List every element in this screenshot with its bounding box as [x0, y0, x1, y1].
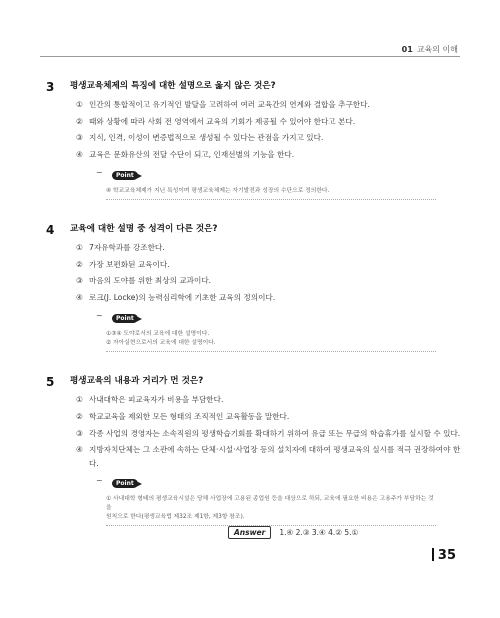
point-notes: ④ 학교교육체제가 지닌 특성이며 평생교육체제는 자기발전과 성장의 수단으로 정의한다.: [106, 187, 436, 200]
point-note: [96, 167, 466, 200]
answer-key: [228, 526, 358, 539]
option-item: ④ 지방자치단체는 그 소관에 속하는 단체·시설·사업장 등의 설치자에 대하여 평생교육의 실시를 적극 권장하여야 한다.: [76, 445, 461, 468]
page-header: [0, 0, 500, 58]
arrow-icon: [136, 481, 142, 487]
question-title: 평생교육체제의 특징에 대한 설명으로 옳지 않은 것은?: [70, 81, 276, 91]
chapter-number: 01: [401, 45, 413, 54]
option-list: [76, 392, 466, 471]
point-badge: ~ Point: [96, 168, 142, 182]
point-notes: ①③④ 도야로서의 교육에 대한 설명이다. ② 자아실현으로서의 교육에 대한 설명이다.: [106, 330, 436, 352]
option-item: ③ 마음의 도야를 위한 최상의 교과이다.: [76, 276, 212, 285]
option-item: ④ 교육은 문화유산의 전달 수단이 되고, 인재선별의 기능을 한다.: [76, 149, 295, 159]
point-badge: ~ Point: [96, 476, 142, 490]
arrow-icon: [136, 316, 142, 322]
option-item: ③ 지식, 인격, 이성이 변증법적으로 생성될 수 있다는 관점을 가지고 있다.: [76, 133, 324, 142]
chapter-title: 교육의 이해: [416, 45, 458, 54]
option-item: ① 7자유학과를 강조한다.: [76, 243, 165, 252]
option-item: ④ 로크(J. Locke)의 능력심리학에 기초한 교육의 정의이다.: [76, 292, 276, 302]
option-list: [76, 97, 466, 163]
question-title: 교육에 대한 설명 중 성격이 다른 것은?: [70, 224, 218, 234]
option-item: ① 인간의 통합적이고 유기적인 발달을 고려하여 여러 교육간의 연계와 결합을 추구한다.: [76, 100, 370, 109]
option-item: ② 때와 상황에 따라 사회 전 영역에서 교육의 기회가 제공될 수 있어야 한다고 본다.: [76, 116, 356, 126]
question-number: 3: [46, 80, 55, 94]
arrow-icon: [136, 173, 142, 179]
page-number-bar: [432, 548, 434, 561]
option-item: ③ 각종 사업의 경영자는 소속직원의 평생학습기회를 확대하기 위하여 유급 또는 무급의 학습휴가를 실시할 수 있다.: [76, 429, 461, 438]
answer-values: 1.④ 2.③ 3.④ 4.② 5.①: [279, 528, 359, 537]
point-notes: ① 사내대학 형태의 평생교육시설은 당해 사업장에 고용된 종업원 등을 대상으로 하되, 교육에 필요한 비용은 고용주가 부담하는 것을 원칙으로 한다(평생교육법 제32조 제1항, 제3항 참조).: [106, 495, 436, 526]
option-item: ② 가장 보편화된 교육이다.: [76, 259, 170, 269]
option-item: ② 학교교육을 제외한 모든 형태의 조직적인 교육활동을 말한다.: [76, 411, 290, 421]
question-4: [46, 223, 466, 352]
question-number: 5: [46, 375, 55, 389]
option-item: ① 사내대학은 피교육자가 비용을 부담한다.: [76, 395, 224, 404]
point-badge: ~ Point: [96, 311, 142, 325]
question-number: 4: [46, 223, 55, 237]
question-5: [46, 375, 466, 526]
point-note: [96, 475, 466, 526]
question-3: [46, 80, 466, 200]
option-list: [76, 240, 466, 306]
question-title: 평생교육의 내용과 거리가 먼 것은?: [70, 376, 204, 386]
chapter-heading: [402, 44, 458, 55]
point-note: [96, 310, 466, 352]
page-number: 35: [432, 548, 456, 563]
answer-label: Answer: [228, 526, 271, 539]
header-rule: [40, 56, 460, 57]
